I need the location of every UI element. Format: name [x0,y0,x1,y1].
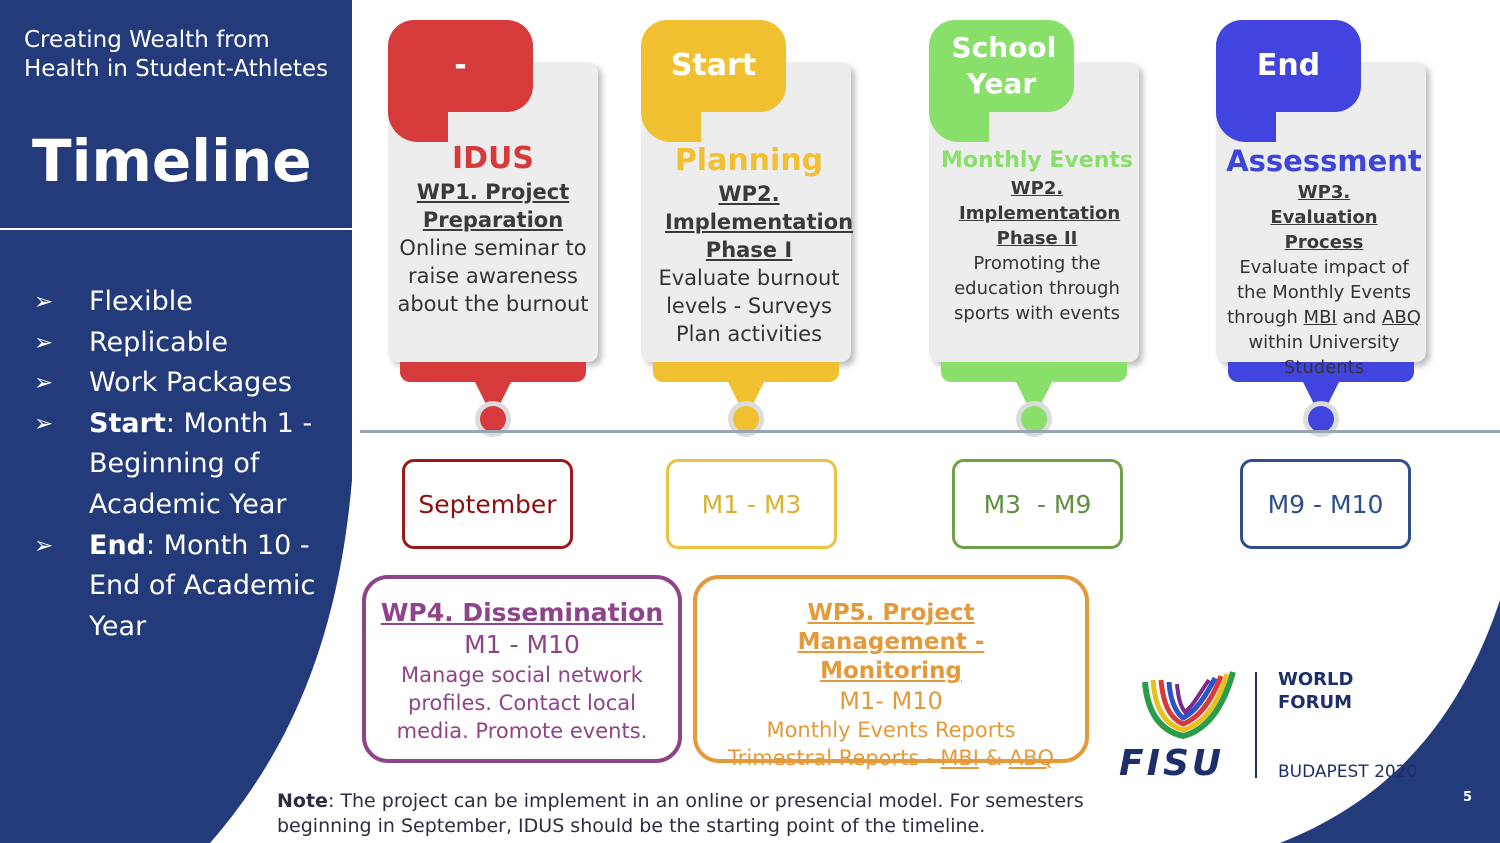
wp4-description: Manage social network profiles. Contact local media. Promote events. [396,663,648,743]
logo-city: BUDAPEST 2020 [1278,762,1418,782]
card-description [1216,255,1432,380]
work-package-title: WP2. Implementation Phase II [959,178,1121,249]
arrow-icon: ➢ [34,329,54,356]
wp4-period: M1 - M10 [464,630,580,659]
card-description: Online seminar to raise awareness about the burnout [397,236,589,316]
timeline-axis [360,430,1500,433]
period-label: M9 - M10 [1267,489,1384,519]
timeline-card-monthly-events [929,20,1139,440]
card-tab-label: Start [670,48,757,83]
timeline-dot [1021,406,1047,432]
list-item [34,323,334,364]
card-heading: Monthly Events [941,148,1133,173]
logo-world: WORLD [1278,669,1354,690]
arrow-icon: ➢ [34,532,54,559]
fisu-wordmark: FISU [1119,743,1225,784]
card-heading: Assessment [1226,144,1422,178]
wp4-title: WP4. Dissemination [380,598,664,627]
card-bar [653,362,839,382]
wp5-line2-prefix: Trimestral Reports - [727,746,941,770]
period-label: September [418,489,557,519]
period-label: M3 - M9 [983,489,1092,519]
timeline-card-planning [641,20,854,440]
card-heading: IDUS [451,141,535,176]
note-label: Note [277,790,328,812]
logo-forum: FORUM [1278,692,1352,713]
timeline-dot [480,406,506,432]
work-package-title: WP2. Implementation Phase I [665,182,854,262]
bullet-text: Work Packages [89,367,292,399]
abq-link[interactable]: ABQ [1008,746,1055,770]
wp5-title: WP5. Project Management - Monitoring [797,600,985,684]
card-tab [1216,20,1361,112]
card-tab [388,20,533,112]
card-body [1216,142,1432,380]
card-tab [641,20,786,112]
timeline-dot [1308,406,1334,432]
card-tab-label: - [454,48,467,83]
card-bar [400,362,586,382]
wp5-amp: & [978,746,1009,770]
feature-list [34,282,334,647]
card-description: Evaluate burnout levels - Surveys Plan activities [658,266,840,346]
period-label: M1 - M3 [701,489,802,519]
bullet-bold: Start [89,407,166,439]
abq-link[interactable]: ABQ [1382,307,1421,328]
desc-text: within University Students [1248,332,1400,378]
card-tab [929,20,1074,112]
desc-text: Evaluate impact of the Monthly Events through [1227,257,1411,328]
timeline-card-assessment [1216,20,1426,440]
period-box-september [402,459,573,549]
wp4-box [362,575,682,763]
note-text: : The project can be implement in an online or presencial model. For semesters beginning in September, IDUS should be the starting point of the timeline. [277,790,1084,837]
card-tab-label: End [1256,48,1321,83]
list-item [34,526,334,648]
period-box-m9-m10 [1240,459,1411,549]
card-body [641,142,857,348]
arrow-icon: ➢ [34,410,54,437]
mbi-link[interactable]: MBI [1303,307,1337,328]
bullet-bold: End [89,529,146,561]
title-divider [0,228,352,230]
card-description: Promoting the education through sports with events [954,253,1120,324]
card-bar [941,362,1127,382]
list-item [34,363,334,404]
bullet-text: : Month 10 - End of Academic Year [89,529,316,642]
work-package-title: WP1. Project Preparation [416,180,570,232]
wp5-line1: Monthly Events Reports [766,718,1016,742]
desc-text: and [1336,307,1383,328]
bullet-text: Replicable [89,326,228,358]
wp5-period: M1- M10 [839,687,943,715]
subtitle: Creating Wealth from Health in Student-Athletes [24,27,329,82]
arrow-icon: ➢ [34,370,54,397]
work-package-title: WP3. Evaluation Process [1270,182,1378,253]
page-title: Timeline [32,127,312,195]
footer-note [277,789,1177,839]
card-body [388,140,598,318]
arrow-icon: ➢ [34,289,54,315]
bullet-text: Flexible [89,286,193,317]
bullet-text: : Month 1 - Beginning of Academic Year [89,407,313,520]
period-box-m1-m3 [666,459,837,549]
card-tab-label: School Year [951,31,1057,100]
card-heading: Planning [674,143,824,178]
list-item [34,282,334,323]
wp5-line2 [697,744,1085,772]
mbi-link[interactable]: MBI [940,746,979,770]
logo-divider [1255,672,1257,778]
wp5-box [693,575,1089,770]
timeline-card-idus [388,20,598,440]
timeline-dot [733,406,759,432]
fisu-emblem-icon [1137,668,1247,740]
period-box-m3-m9 [952,459,1123,549]
card-body [929,146,1145,326]
page-number: 5 [1463,790,1473,805]
list-item [34,404,334,526]
